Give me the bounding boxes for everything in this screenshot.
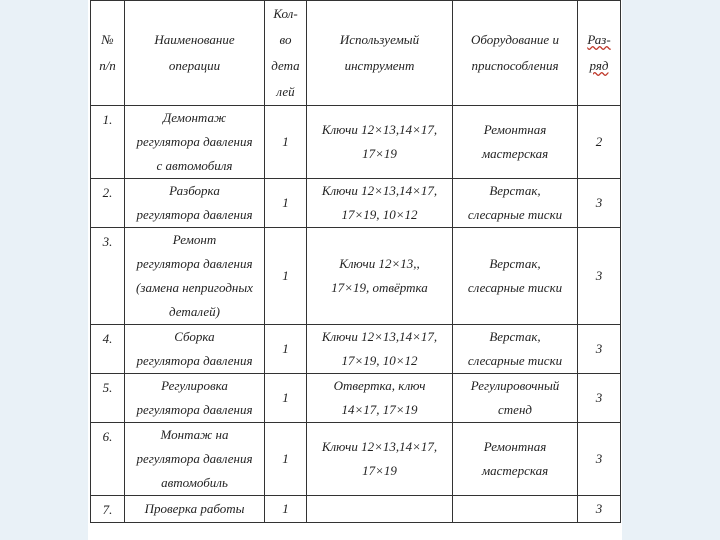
cell-equipment bbox=[453, 179, 578, 228]
cell-operation bbox=[125, 374, 265, 423]
text-line: деталей) bbox=[169, 304, 220, 319]
text-line: Сборка bbox=[174, 329, 215, 344]
text-line: Верстак, bbox=[489, 183, 541, 198]
text-line: регулятора давления bbox=[136, 256, 253, 271]
cell-num: 7. bbox=[91, 496, 125, 523]
text-line: Кол- bbox=[273, 6, 298, 21]
header-tool bbox=[307, 1, 453, 106]
text-line: Ключи 12×13,14×17, bbox=[321, 329, 438, 344]
text-line: (замена непригодных bbox=[136, 280, 253, 295]
text-line: во bbox=[279, 32, 292, 47]
cell-num: 2. bbox=[91, 179, 125, 228]
header-grade bbox=[578, 1, 621, 106]
cell-quantity: 1 bbox=[265, 374, 307, 423]
cell-quantity: 1 bbox=[265, 423, 307, 496]
text-line: автомобиль bbox=[161, 475, 228, 490]
text-line: Разборка bbox=[169, 183, 220, 198]
text-line: 17×19 bbox=[362, 146, 397, 161]
text-line: ряд bbox=[589, 58, 609, 73]
table-row bbox=[91, 106, 621, 179]
cell-quantity: 1 bbox=[265, 106, 307, 179]
cell-grade: 3 bbox=[578, 374, 621, 423]
cell-grade: 3 bbox=[578, 423, 621, 496]
cell-quantity: 1 bbox=[265, 496, 307, 523]
text-line: Отвертка, ключ bbox=[333, 378, 426, 393]
text-line: Ключи 12×13,, bbox=[339, 256, 420, 271]
cell-num: 6. bbox=[91, 423, 125, 496]
text-line: Ремонт bbox=[172, 232, 217, 247]
text-line: слесарные тиски bbox=[467, 207, 563, 222]
cell-equipment bbox=[453, 496, 578, 523]
cell-equipment bbox=[453, 228, 578, 325]
text-line: Монтаж на bbox=[160, 427, 229, 442]
table-row bbox=[91, 325, 621, 374]
cell-tool bbox=[307, 179, 453, 228]
table-row bbox=[91, 228, 621, 325]
text-line: мастерская bbox=[481, 146, 549, 161]
text-line: Демонтаж bbox=[162, 110, 227, 125]
text-line: Ремонтная bbox=[483, 439, 547, 454]
text-line: Регулировочный bbox=[470, 378, 560, 393]
text-line: регулятора давления bbox=[136, 451, 253, 466]
cell-operation bbox=[125, 179, 265, 228]
cell-grade: 2 bbox=[578, 106, 621, 179]
header-operation bbox=[125, 1, 265, 106]
text-line: стенд bbox=[498, 402, 532, 417]
text-line: 17×19, 10×12 bbox=[341, 207, 418, 222]
cell-num: 5. bbox=[91, 374, 125, 423]
cell-grade: 3 bbox=[578, 325, 621, 374]
text-line: регулятора давления bbox=[136, 353, 253, 368]
text-line: мастерская bbox=[481, 463, 549, 478]
text-line: Верстак, bbox=[489, 329, 541, 344]
text-line: 17×19 bbox=[362, 463, 397, 478]
text-line: Раз- bbox=[587, 32, 611, 47]
cell-equipment bbox=[453, 374, 578, 423]
text-line: Наименование bbox=[154, 32, 235, 47]
cell-tool bbox=[307, 325, 453, 374]
text-line: Ремонтная bbox=[483, 122, 547, 137]
header-num bbox=[91, 1, 125, 106]
cell-tool bbox=[307, 106, 453, 179]
text-line: 17×19, 10×12 bbox=[341, 353, 418, 368]
text-line: 14×17, 17×19 bbox=[341, 402, 418, 417]
cell-quantity: 1 bbox=[265, 179, 307, 228]
cell-tool bbox=[307, 496, 453, 523]
text-line: слесарные тиски bbox=[467, 353, 563, 368]
table-row bbox=[91, 496, 621, 523]
table-row bbox=[91, 423, 621, 496]
operations-table bbox=[90, 0, 621, 523]
text-line: регулятора давления bbox=[136, 134, 253, 149]
text-line: Используемый bbox=[339, 32, 420, 47]
text-line: Оборудование и bbox=[471, 32, 559, 47]
cell-equipment bbox=[453, 106, 578, 179]
text-line: Ключи 12×13,14×17, bbox=[321, 439, 438, 454]
text-line: лей bbox=[276, 84, 295, 99]
table-row bbox=[91, 374, 621, 423]
cell-equipment bbox=[453, 325, 578, 374]
cell-grade: 3 bbox=[578, 179, 621, 228]
cell-num: 1. bbox=[91, 106, 125, 179]
cell-tool bbox=[307, 423, 453, 496]
text-line: с автомобиля bbox=[156, 158, 233, 173]
cell-num: 4. bbox=[91, 325, 125, 374]
cell-operation bbox=[125, 325, 265, 374]
cell-operation bbox=[125, 423, 265, 496]
text-line: 17×19, отвёртка bbox=[331, 280, 428, 295]
cell-tool bbox=[307, 228, 453, 325]
text-line: регулятора давления bbox=[136, 207, 253, 222]
cell-operation bbox=[125, 228, 265, 325]
text-line: Проверка работы bbox=[144, 501, 245, 516]
text-line: Верстак, bbox=[489, 256, 541, 271]
cell-quantity: 1 bbox=[265, 325, 307, 374]
text-line: операции bbox=[168, 58, 221, 73]
header-equipment bbox=[453, 1, 578, 106]
table-row bbox=[91, 179, 621, 228]
cell-grade: 3 bbox=[578, 496, 621, 523]
cell-operation bbox=[125, 106, 265, 179]
text-line: дета bbox=[271, 58, 300, 73]
cell-equipment bbox=[453, 423, 578, 496]
cell-quantity: 1 bbox=[265, 228, 307, 325]
document-page bbox=[88, 0, 622, 540]
text-line: приспособления bbox=[471, 58, 559, 73]
cell-tool bbox=[307, 374, 453, 423]
cell-grade: 3 bbox=[578, 228, 621, 325]
text-line: п/п bbox=[99, 58, 116, 73]
text-line: регулятора давления bbox=[136, 402, 253, 417]
text-line: слесарные тиски bbox=[467, 280, 563, 295]
table-header-row bbox=[91, 1, 621, 106]
text-line: Регулировка bbox=[161, 378, 228, 393]
text-line: Ключи 12×13,14×17, bbox=[321, 183, 438, 198]
text-line: инструмент bbox=[344, 58, 415, 73]
text-line: Ключи 12×13,14×17, bbox=[321, 122, 438, 137]
cell-operation bbox=[125, 496, 265, 523]
text-line: № bbox=[101, 32, 114, 47]
cell-num: 3. bbox=[91, 228, 125, 325]
header-quantity bbox=[265, 1, 307, 106]
